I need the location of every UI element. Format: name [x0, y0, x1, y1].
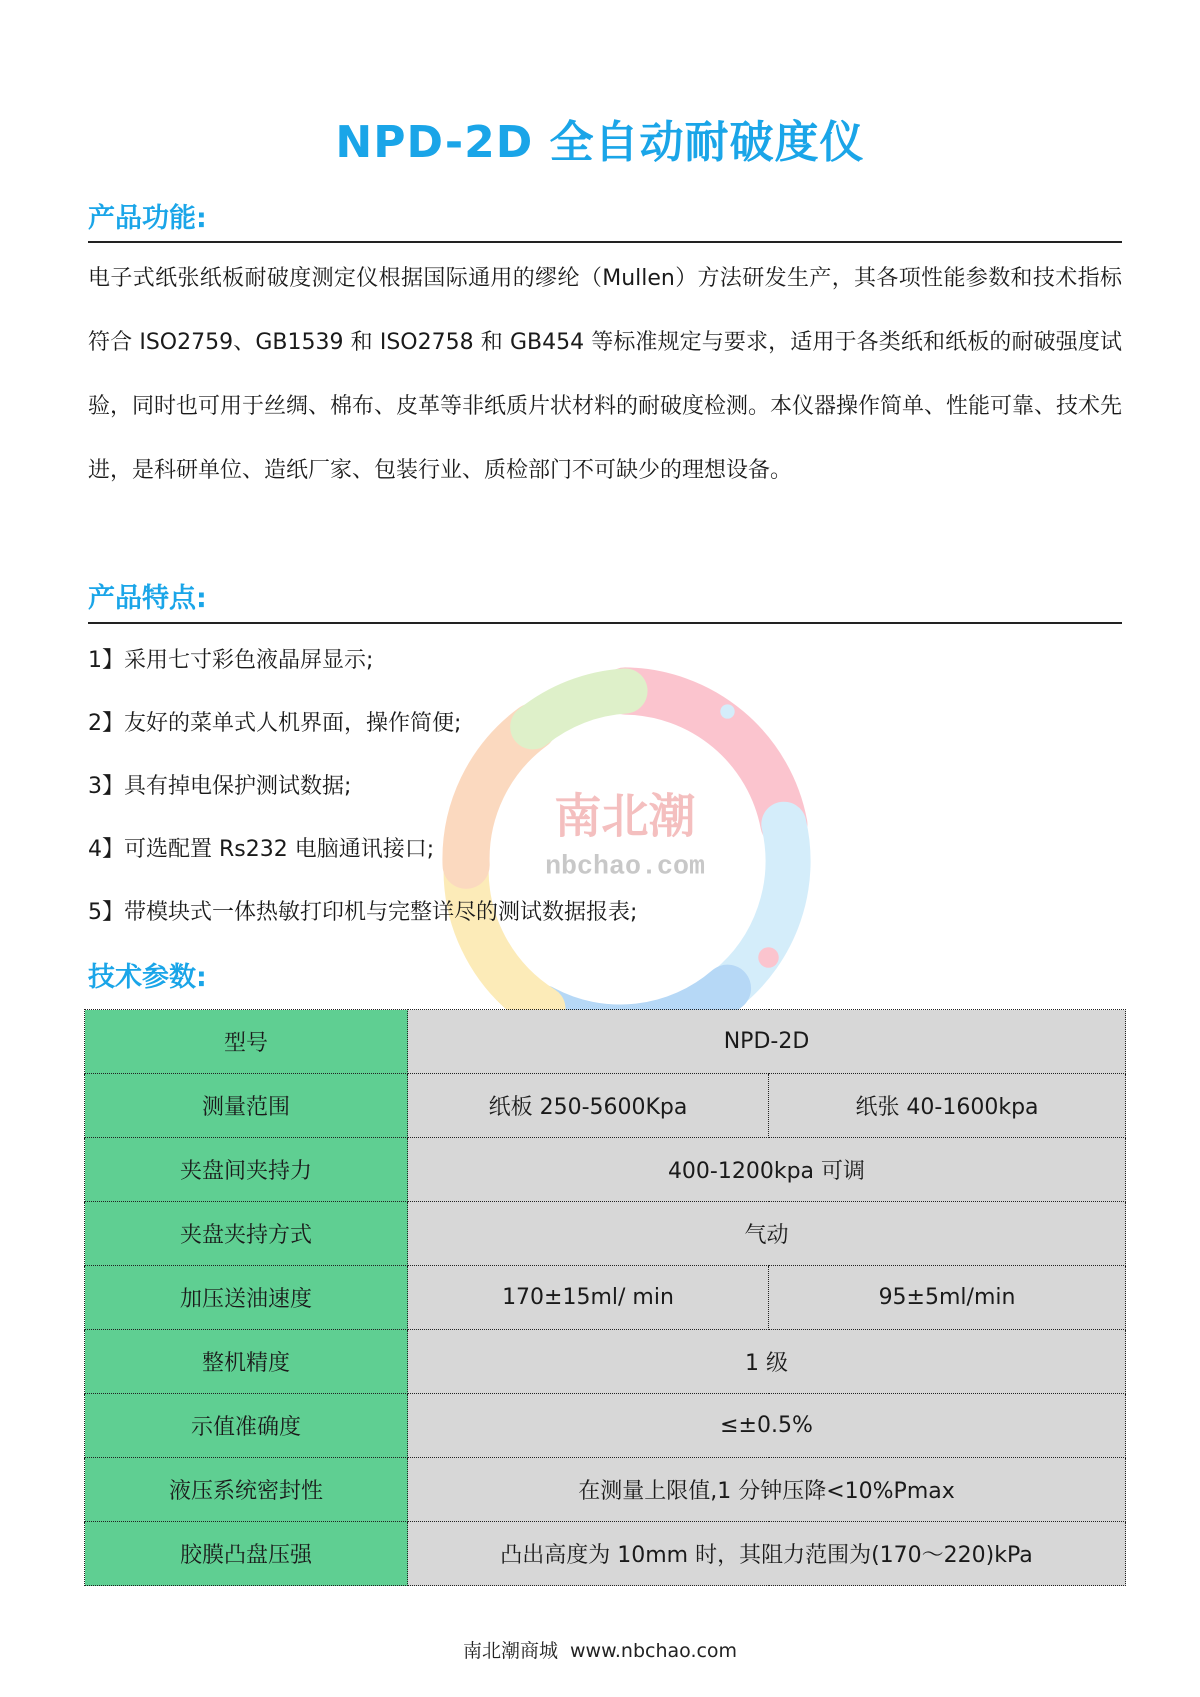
footer-site-name: 南北潮商城 — [462, 1640, 558, 1662]
spec-label: 型号 — [85, 1010, 408, 1074]
page-footer — [0, 1636, 1200, 1663]
specs-table — [84, 1009, 1126, 1586]
spec-value: 1 级 — [408, 1330, 1126, 1394]
page-title: NPD-2D 全自动耐破度仪 — [335, 117, 865, 168]
spec-value: 在测量上限值,1 分钟压降<10%Pmax — [408, 1458, 1126, 1522]
section-divider — [88, 622, 1122, 624]
spec-label: 整机精度 — [85, 1330, 408, 1394]
spec-value: NPD-2D — [408, 1010, 1126, 1074]
spec-label: 夹盘夹持方式 — [85, 1202, 408, 1266]
section-heading-specs: 技术参数: — [88, 962, 207, 993]
feature-item: 3】具有掉电保护测试数据; — [88, 774, 352, 799]
table-row — [85, 1074, 1126, 1138]
table-row — [85, 1458, 1126, 1522]
table-row — [85, 1138, 1126, 1202]
table-row — [85, 1522, 1126, 1586]
feature-item: 4】可选配置 Rs232 电脑通讯接口; — [88, 837, 435, 862]
function-description: 电子式纸张纸板耐破度测定仪根据国际通用的缪纶（Mullen）方法研发生产，其各项性能参数和技术指标符合 ISO2759、GB1539 和 ISO2758 和 GB454 等标准规定与要求，适用于各类纸和纸板的耐破强度试验，同时也可用于丝绸、棉布、皮革等非纸质片状材料的耐破度检测。本仪器操作简单、性能可靠、技术先进，是科研单位、造纸厂家、包装行业、质检部门不可缺少的理想设备。 — [88, 266, 1123, 483]
spec-value: 气动 — [408, 1202, 1126, 1266]
spec-value: ≤±0.5% — [408, 1394, 1126, 1458]
feature-item: 1】采用七寸彩色液晶屏显示; — [88, 648, 374, 673]
spec-value: 纸张 40-1600kpa — [769, 1074, 1126, 1138]
feature-item: 5】带模块式一体热敏打印机与完整详尽的测试数据报表; — [88, 900, 638, 925]
spec-label: 夹盘间夹持力 — [85, 1138, 408, 1202]
svg-text:nbchao.com: nbchao.com — [545, 852, 705, 883]
spec-value: 170±15ml/ min — [408, 1266, 769, 1330]
table-row — [85, 1202, 1126, 1266]
section-divider — [88, 241, 1122, 243]
spec-label: 测量范围 — [85, 1074, 408, 1138]
footer-url-link[interactable]: www.nbchao.com — [570, 1640, 738, 1662]
spec-value: 凸出高度为 10mm 时，其阻力范围为(170～220)kPa — [408, 1522, 1126, 1586]
spec-label: 加压送油速度 — [85, 1266, 408, 1330]
spec-label: 示值准确度 — [85, 1394, 408, 1458]
spec-value: 纸板 250-5600Kpa — [408, 1074, 769, 1138]
spec-label: 胶膜凸盘压强 — [85, 1522, 408, 1586]
spec-value: 95±5ml/min — [769, 1266, 1126, 1330]
feature-item: 2】友好的菜单式人机界面，操作简便; — [88, 711, 462, 736]
table-row — [85, 1010, 1126, 1074]
spec-label: 液压系统密封性 — [85, 1458, 408, 1522]
spec-value: 400-1200kpa 可调 — [408, 1138, 1126, 1202]
svg-text:南北潮: 南北潮 — [554, 791, 696, 844]
section-heading-features: 产品特点: — [88, 583, 207, 614]
table-row — [85, 1330, 1126, 1394]
table-row — [85, 1394, 1126, 1458]
section-heading-function: 产品功能: — [88, 203, 207, 234]
watermark-logo — [420, 650, 830, 1060]
table-row — [85, 1266, 1126, 1330]
